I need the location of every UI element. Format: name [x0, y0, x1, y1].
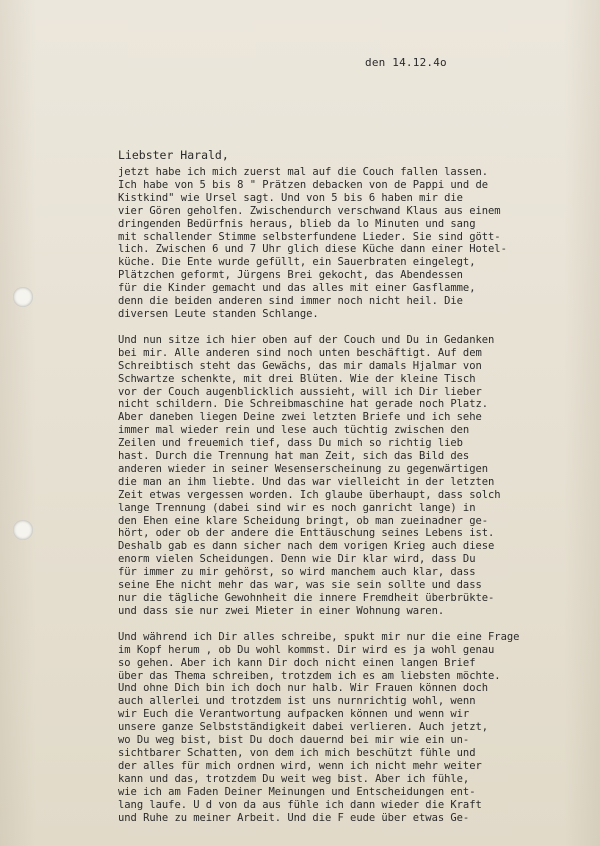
punch-hole-top	[13, 287, 33, 307]
letter-line: über das Thema schreiben, trotzdem ich es am liebsten möchte.	[118, 669, 501, 682]
letter-line: unsere ganze Selbstständigkeit dabei verlieren. Auch jetzt,	[118, 721, 489, 734]
letter-line: wie ich am Faden Deiner Meinungen und Entscheidungen ent-	[118, 785, 476, 798]
letter-line: vor der Couch augenblicklich aussieht, will ich Dir lieber	[118, 385, 482, 398]
letter-line: für immer zu mir gehörst, so wird manchem auch klar, dass	[118, 566, 476, 579]
letter-line: Aber daneben liegen Deine zwei letzten Briefe und ich sehe	[118, 411, 482, 424]
letter-line: vier Gören geholfen. Zwischendurch verschwand Klaus aus einem	[118, 204, 501, 217]
letter-date: den 14.12.4o	[365, 56, 447, 69]
letter-line: nur die tägliche Gewohnheit die innere Fremdheit überbrükte-	[118, 592, 495, 604]
letter-paragraph	[118, 334, 594, 618]
letter-line: nicht schildern. Die Schreibmaschine hat gerade noch Platz.	[118, 398, 489, 411]
letter-line: Und nun sitze ich hier oben auf der Couch und Du in Gedanken	[118, 333, 495, 346]
letter-line: lang laufe. U d von da aus fühle ich dann wieder die Kraft	[118, 798, 482, 811]
letter-line: denn die beiden anderen sind immer noch nicht heil. Die	[118, 295, 463, 308]
letter-line: lange Trennung (dabei sind wir es noch ganricht lange) in	[118, 501, 476, 514]
letter-line: dringenden Bedürfnis heraus, blieb da lo Minuten und sang	[118, 217, 476, 230]
letter-line: Und während ich Dir alles schreibe, spukt mir nur die eine Frage	[118, 630, 520, 643]
letter-line: Und ohne Dich bin ich doch nur halb. Wir Frauen können doch	[118, 682, 489, 695]
letter-paragraph	[118, 631, 594, 825]
letter-line: küche. Die Ente wurde gefüllt, ein Sauerbraten eingelegt,	[118, 256, 476, 269]
letter-line: wo Du weg bist, bist Du doch dauernd bei mir wie ein un-	[118, 734, 470, 747]
letter-line: diversen Leute standen Schlange.	[118, 307, 319, 320]
letter-line: seine Ehe nicht mehr das war, was sie sein sollte und dass	[118, 579, 482, 592]
letter-line: mit schallender Stimme selbsterfundene Lieder. Sie sind gött-	[118, 230, 501, 243]
letter-line: Schwartze schenkte, mit drei Blüten. Wie der kleine Tisch	[118, 372, 476, 385]
letter-line: und dass sie nur zwei Mieter in einer Wohnung waren.	[118, 604, 445, 617]
letter-line: anderen wieder in seiner Wesenserscheinung zu gegenwärtigen	[118, 462, 489, 475]
letter-line: für die Kinder gemacht und das alles mit einer Gasflamme,	[118, 282, 476, 295]
letter-body	[118, 166, 594, 837]
letter-line: Zeilen und freuemich tief, dass Du mich so richtig lieb	[118, 437, 463, 450]
letter-paragraph	[118, 166, 594, 321]
letter-line: enorm vielen Scheidungen. Denn wie Dir klar wird, dass Du	[118, 553, 476, 566]
letter-line: wir Euch die Verantwortung aufpacken können und wenn wir	[118, 708, 470, 721]
letter-line: Schreibtisch steht das Gewächs, das mir damals Hjalmar von	[118, 359, 482, 372]
letter-line: und Ruhe zu meiner Arbeit. Und die F eude über etwas Ge-	[118, 811, 470, 824]
letter-line: so gehen. Aber ich kann Dir doch nicht einen langen Brief	[118, 656, 476, 669]
letter-line: hast. Durch die Trennung hat man Zeit, sich das Bild des	[118, 450, 470, 463]
punch-hole-bottom	[13, 520, 33, 540]
letter-line: bei mir. Alle anderen sind noch unten beschäftigt. Auf dem	[118, 346, 482, 359]
letter-line: sichtbarer Schatten, von dem ich mich beschützt fühle und	[118, 746, 476, 759]
letter-line: lich. Zwischen 6 und 7 Uhr glich diese Küche dann einer Hotel-	[118, 243, 507, 256]
letter-salutation: Liebster Harald,	[118, 148, 229, 162]
letter-line: der alles für mich ordnen wird, wenn ich nicht mehr weiter	[118, 759, 482, 772]
letter-line: Deshalb gab es dann sicher nach dem vorigen Krieg auch diese	[118, 540, 495, 553]
letter-line: Plätzchen geformt, Jürgens Brei gekocht, das Abendessen	[118, 269, 463, 282]
letter-line: immer mal wieder rein und lese auch tüchtig zwischen den	[118, 424, 470, 437]
letter-line: kann und das, trotzdem Du weit weg bist. Aber ich fühle,	[118, 772, 470, 785]
letter-line: hört, oder ob der andere die Enttäuschung seines Lebens ist.	[118, 527, 495, 540]
letter-line: im Kopf herum , ob Du wohl kommst. Dir wird es ja wohl genau	[118, 643, 495, 656]
letter-line: den Ehen eine klare Scheidung bringt, ob man zueinadner ge-	[118, 514, 489, 527]
letter-line: Ich habe von 5 bis 8 " Prätzen debacken von de Pappi und de	[118, 178, 489, 191]
letter-line: Kistkind" wie Ursel sagt. Und von 5 bis 6 haben mir die	[118, 191, 463, 204]
letter-line: die man an ihm liebte. Und das war vielleicht in der letzten	[118, 475, 495, 488]
letter-line: auch allerlei und trotzdem ist uns nurnrichtig wohl, wenn	[118, 695, 476, 708]
letter-line: Zeit etwas vergessen worden. Ich glaube überhaupt, dass solch	[118, 488, 501, 501]
letter-line: jetzt habe ich mich zuerst mal auf die Couch fallen lassen.	[118, 166, 489, 178]
